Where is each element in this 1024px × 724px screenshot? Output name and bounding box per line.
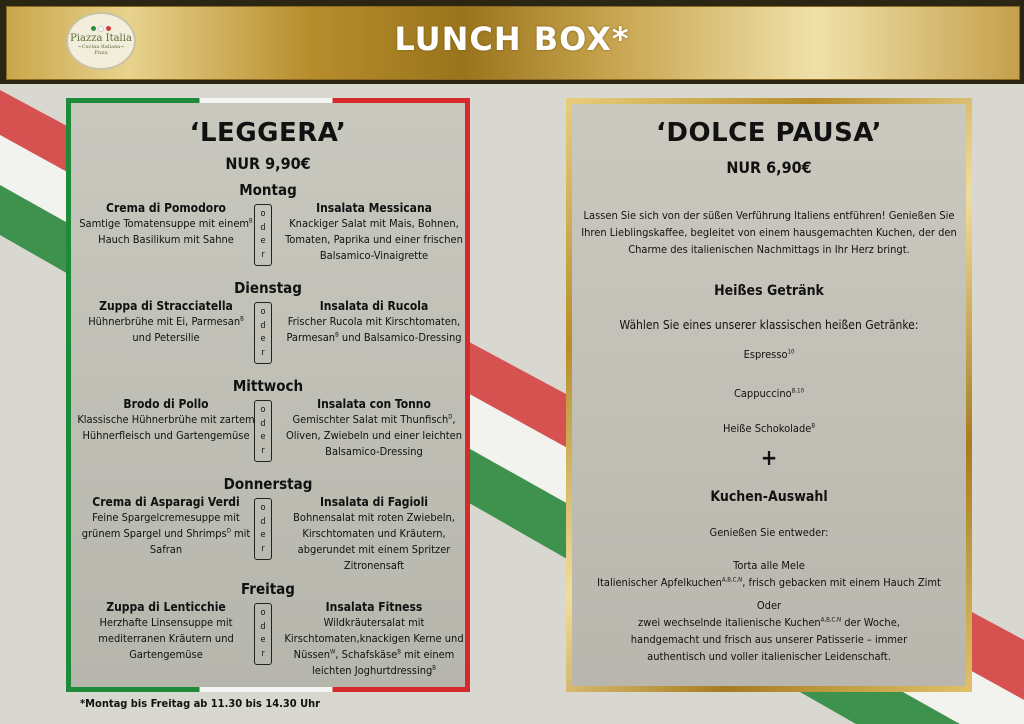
intro-line: Ihren Lieblingskaffee, begleitet von einem hausgemachten Kuchen, der den — [581, 226, 957, 239]
salad-desc-text: Oliven, Zwiebeln und einer leichten — [286, 429, 462, 442]
soup-desc-text: Herzhafte Linsensuppe mit — [99, 616, 233, 629]
salad-desc-text: Bohnensalat mit roten Zwiebeln, — [293, 511, 455, 524]
cake-option-a — [572, 557, 966, 591]
cake-b-allergen: A,B,C,N — [820, 616, 842, 624]
salad-desc-text: Parmesan — [286, 331, 336, 344]
soup-desc-line — [76, 330, 256, 346]
cake-a-name: Torta alle Mele — [733, 559, 805, 572]
oder-letter: e — [260, 635, 266, 646]
soup-desc-text: Hauch Basilikum mit Sahne — [98, 233, 234, 246]
dolce-price: NUR 6,90€ — [726, 158, 812, 177]
salad-desc-line — [284, 444, 464, 460]
soup-desc-text: und Petersilie — [132, 331, 200, 344]
soup-desc-line — [76, 542, 256, 558]
oder-letter: o — [260, 307, 266, 318]
drink-item — [572, 420, 966, 437]
oder-letter: e — [260, 236, 266, 247]
drink-name: Espresso — [743, 348, 788, 361]
cake-b-line: authentisch und voller italienischer Leidenschaft. — [647, 650, 891, 663]
soup-desc-text: Samtige Tomatensuppe mit einem — [79, 217, 250, 230]
drink-item — [572, 385, 966, 402]
allergen-mark: W — [330, 648, 336, 656]
salad-desc-text: Balsamico-Vinaigrette — [319, 249, 429, 262]
soup-desc-text: Safran — [149, 543, 183, 556]
salad-desc-line — [284, 428, 464, 444]
oder-box — [254, 400, 272, 462]
drinks-intro: Wählen Sie eines unserer klassischen heißen Getränke: — [619, 318, 919, 332]
drink-allergen: B,10 — [791, 387, 805, 395]
salad-desc-text: Zitronensaft — [343, 559, 405, 572]
soup-name: Crema di Pomodoro — [106, 201, 226, 215]
soup-desc-line — [76, 526, 256, 542]
oder-letter: e — [260, 432, 266, 443]
oder-box — [254, 204, 272, 266]
drink-allergen: 10 — [787, 348, 795, 356]
salad-item — [284, 495, 464, 574]
soup-item — [76, 495, 256, 558]
cake-b-line: handgemacht und frisch aus unserer Patisserie – immer — [630, 633, 908, 646]
salad-desc-text: Kirschtomaten,knackigen Kerne und — [284, 632, 464, 645]
salad-item — [284, 201, 464, 264]
leggera-title: ‘LEGGERA’ — [189, 118, 347, 148]
oder-letter: d — [260, 516, 266, 527]
leggera-price: NUR 9,90€ — [225, 154, 311, 173]
salad-desc-line — [284, 526, 464, 542]
soup-desc-line — [76, 314, 256, 330]
dolce-intro — [572, 207, 966, 258]
salad-desc-text: Frischer Rucola mit Kirschtomaten, — [287, 315, 461, 328]
cake-a-desc — [572, 574, 966, 591]
oder-box — [254, 603, 272, 665]
soup-desc-cont: mit — [230, 527, 251, 540]
intro-line: Lassen Sie sich von der süßen Verführung Italiens entführen! Genießen Sie — [583, 209, 955, 222]
soup-desc-line — [76, 428, 256, 444]
allergen-mark: B — [335, 331, 339, 339]
allergen-mark: B — [240, 315, 244, 323]
soup-name: Zuppa di Stracciatella — [99, 299, 233, 313]
dolce-title: ‘DOLCE PAUSA’ — [656, 118, 882, 148]
salad-desc-text: Tomaten, Paprika und einer frischen — [285, 233, 463, 246]
allergen-mark: B — [397, 648, 401, 656]
salad-desc-line: Gemischter Salat mit Thunfisch$^D$, — [292, 413, 456, 426]
salad-item — [284, 299, 464, 346]
oder-letter: o — [260, 209, 266, 220]
soup-desc-text: Feine Spargelcremesuppe mit — [92, 511, 240, 524]
salad-desc-line — [284, 248, 464, 264]
salad-desc-text: , Schafskäse — [335, 648, 398, 661]
oder-letter: r — [261, 347, 265, 358]
oder-label: Oder — [756, 599, 782, 612]
soup-name: Brodo di Pollo — [123, 397, 209, 411]
oder-letter: d — [260, 621, 266, 632]
soup-desc-line — [76, 216, 256, 232]
cake-a-desc-text: Italienischer Apfelkuchen — [597, 576, 722, 589]
soup-desc-line — [76, 510, 256, 526]
salad-desc-line — [284, 314, 464, 330]
salad-desc-text: Knackiger Salat mit Mais, Bohnen, — [289, 217, 459, 230]
soup-desc-line — [76, 615, 256, 631]
cake-intro: Genießen Sie entweder: — [709, 526, 829, 539]
cake-b-line — [572, 614, 966, 631]
soup-item — [76, 299, 256, 346]
oder-box — [254, 498, 272, 560]
day-heading: Dienstag — [234, 279, 302, 297]
salad-desc-line — [284, 330, 464, 346]
soup-desc-text: Klassische Hühnerbrühe mit zartem — [77, 413, 255, 426]
oder-letter: d — [260, 320, 266, 331]
salad-name: Insalata Fitness — [325, 600, 423, 614]
logo-subtitle-2: Pizza — [94, 50, 108, 56]
salad-desc-text: Kirschtomaten und Kräutern, — [302, 527, 446, 540]
drinks-heading: Heißes Getränk — [714, 283, 824, 299]
salad-desc-text: mit einem — [400, 648, 455, 661]
cake-option-b — [572, 597, 966, 665]
soup-desc-text: Gartengemüse — [129, 648, 203, 661]
salad-desc-line — [284, 631, 464, 647]
salad-desc-text: Gemischter Salat mit Thunfisch — [292, 413, 449, 426]
logo-name: Piazza Italia — [70, 33, 132, 44]
soup-desc-line — [76, 647, 256, 663]
salad-name: Insalata Messicana — [316, 201, 432, 215]
oder-letter: d — [260, 222, 266, 233]
soup-item — [76, 600, 256, 663]
day-heading: Montag — [239, 181, 297, 199]
salad-desc-text: und Balsamico-Dressing — [338, 331, 462, 344]
soup-desc-text: mediterranen Kräutern und — [98, 632, 234, 645]
cake-b-text-2: der Woche, — [841, 616, 900, 629]
soup-desc-line — [76, 412, 256, 428]
oder-letter: e — [260, 530, 266, 541]
oder-letter: r — [261, 445, 265, 456]
salad-item — [284, 397, 464, 460]
oder-letter: o — [260, 503, 266, 514]
oder-letter: r — [261, 648, 265, 659]
oder-letter: o — [260, 608, 266, 619]
salad-item — [284, 600, 464, 679]
intro-line: Charme des italienischen Nachmittags in Ihr Herz bringt. — [628, 243, 910, 256]
oder-letter: e — [260, 334, 266, 345]
salad-desc-line — [284, 558, 464, 574]
salad-name: Insalata di Rucola — [319, 299, 429, 313]
allergen-mark: D — [226, 527, 231, 535]
oder-letter: o — [260, 405, 266, 416]
oder-letter: r — [261, 543, 265, 554]
salad-desc-text: Wildkräutersalat mit — [323, 616, 425, 629]
soup-item — [76, 201, 256, 248]
oder-box — [254, 302, 272, 364]
salad-desc-line — [284, 216, 464, 232]
day-heading: Donnerstag — [223, 475, 313, 493]
salad-desc-text: Balsamico-Dressing — [325, 445, 423, 458]
cake-a-desc-text-2: , frisch gebacken mit einem Hauch Zimt — [742, 576, 941, 589]
allergen-mark: D — [448, 413, 453, 421]
drink-name: Cappuccino — [733, 387, 792, 400]
salad-desc-text: leichten Joghurtdressing — [312, 664, 433, 677]
soup-name: Crema di Asparagi Verdi — [92, 495, 240, 509]
salad-desc-line — [284, 232, 464, 248]
cake-b-text: zwei wechselnde italienische Kuchen — [638, 616, 821, 629]
footnote: *Montag bis Freitag ab 11.30 bis 14.30 Uhr — [80, 697, 321, 710]
salad-desc-text: Nüssen — [293, 648, 331, 661]
allergen-mark: B — [432, 664, 436, 672]
salad-desc-line — [284, 647, 464, 663]
day-heading: Freitag — [241, 580, 295, 598]
soup-desc-text: Hühnerfleisch und Gartengemüse — [82, 429, 250, 442]
soup-name: Zuppa di Lenticchie — [106, 600, 226, 614]
plus-sign: + — [760, 446, 778, 471]
drink-name: Heiße Schokolade — [722, 422, 812, 435]
salad-desc-line — [284, 615, 464, 631]
drink-item — [572, 346, 966, 363]
soup-desc-text: Hühnerbrühe mit Ei, Parmesan — [88, 315, 241, 328]
cake-a-allergen: A,B,C,N — [721, 576, 743, 584]
salad-desc-line — [284, 542, 464, 558]
salad-desc-line — [284, 663, 464, 679]
day-heading: Mittwoch — [232, 377, 304, 395]
header-bar — [0, 0, 1024, 84]
soup-desc-line — [76, 232, 256, 248]
oder-letter: r — [261, 249, 265, 260]
salad-name: Insalata con Tonno — [317, 397, 431, 411]
salad-name: Insalata di Fagioli — [320, 495, 428, 509]
salad-desc-text: abgerundet mit einem Spritzer — [297, 543, 451, 556]
drink-allergen: B — [811, 422, 816, 430]
cake-heading: Kuchen-Auswahl — [710, 489, 828, 505]
logo-subtitle: ~Cucina Italiana~ — [77, 44, 125, 50]
page-title: LUNCH BOX* — [394, 20, 630, 58]
salad-desc-line — [284, 510, 464, 526]
allergen-mark: B — [249, 217, 253, 225]
soup-item — [76, 397, 256, 444]
soup-desc-line — [76, 631, 256, 647]
oder-letter: d — [260, 418, 266, 429]
soup-desc-text: grünem Spargel und Shrimps — [81, 527, 227, 540]
